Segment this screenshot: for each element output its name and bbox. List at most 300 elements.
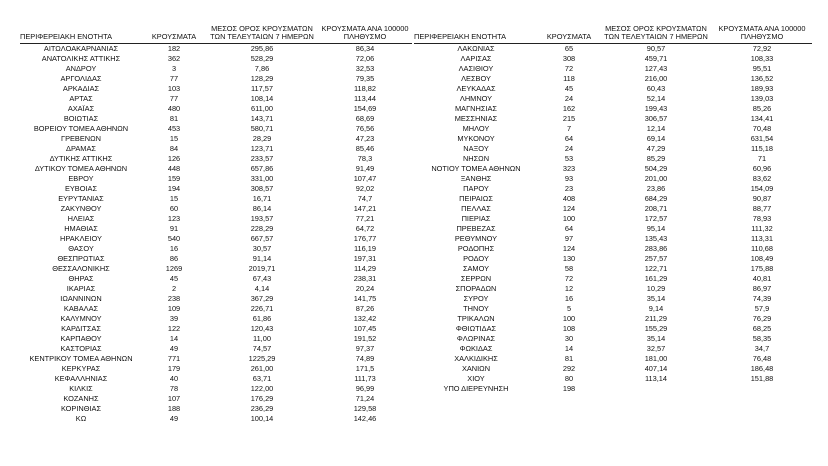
avg7-cell: 123,71 [250,144,274,154]
region-cell: ΛΑΚΩΝΙΑΣ [457,44,495,54]
cases-cell: 15 [169,134,179,144]
per100k-cell: 85,46 [355,144,375,154]
region-cell: ΔΡΑΜΑΣ [66,144,96,154]
avg7-cell: 228,29 [250,224,274,234]
avg7-cell: 684,29 [644,194,668,204]
table-row [20,174,412,184]
table-row [414,194,812,204]
per100k-cell [712,384,812,394]
cases-cell: 86 [169,254,179,264]
per100k-cell: 134,41 [750,114,774,124]
per100k-cell: 95,51 [752,64,772,74]
per100k-cell: 76,56 [355,124,375,134]
avg7-cell: 7,86 [254,64,270,74]
avg7-cell: 122,00 [250,384,274,394]
cases-cell: 540 [167,234,181,244]
per100k-cell: 197,31 [353,254,377,264]
cases-cell: 40 [169,374,179,384]
avg7-cell: 74,57 [252,344,272,354]
cases-cell: 24 [564,94,574,104]
table-row [414,354,812,364]
per100k-cell: 142,46 [353,414,377,424]
table-row [414,274,812,284]
per100k-cell: 186,48 [750,364,774,374]
table-row [414,264,812,274]
region-cell: ΦΩΚΙΔΑΣ [459,344,493,354]
cases-cell: 23 [564,184,574,194]
table-row [414,84,812,94]
per100k-cell: 86,34 [355,44,375,54]
per100k-cell: 60,96 [752,164,772,174]
avg7-cell: 16,71 [252,194,272,204]
table-row [414,64,812,74]
avg7-cell: 35,14 [646,294,666,304]
table-row [20,364,412,374]
avg7-cell: 128,29 [250,74,274,84]
cases-cell: 107 [167,394,181,404]
table-row [20,214,412,224]
per100k-cell: 40,81 [752,274,772,284]
table-row [20,114,412,124]
per100k-cell: 85,26 [752,104,772,114]
cases-cell: 103 [167,84,181,94]
per100k-cell: 108,33 [750,54,774,64]
per100k-cell: 238,31 [353,274,377,284]
avg7-cell: 63,71 [252,374,272,384]
table-row [20,154,412,164]
per100k-cell: 78,3 [357,154,373,164]
cases-cell: 91 [169,224,179,234]
per100k-cell: 96,99 [355,384,375,394]
per100k-cell: 154,09 [750,184,774,194]
region-cell: ΧΙΟΥ [467,374,485,384]
per100k-cell: 71 [757,154,767,164]
table-row [20,394,412,404]
region-cell: ΧΑΛΚΙΔΙΚΗΣ [454,354,498,364]
region-cell: ΛΗΜΝΟΥ [459,94,493,104]
region-cell: ΑΡΚΑΔΙΑΣ [62,84,100,94]
region-cell: ΒΟΡΕΙΟΥ ΤΟΜΕΑ ΑΘΗΝΩΝ [33,124,129,134]
avg7-cell: 4,14 [254,284,270,294]
table-row [414,244,812,254]
cases-cell: 60 [169,204,179,214]
table-row [414,74,812,84]
avg7-cell: 23,86 [646,184,666,194]
cases-cell: 292 [562,364,576,374]
avg7-cell: 47,29 [646,144,666,154]
table-row [414,124,812,134]
region-cell: ΛΑΡΙΣΑΣ [460,54,492,64]
per100k-cell: 136,52 [750,74,774,84]
table-row [20,224,412,234]
cases-cell: 64 [564,224,574,234]
cases-cell: 480 [167,104,181,114]
cases-cell: 7 [566,124,572,134]
avg7-cell: 367,29 [250,294,274,304]
table-row [20,144,412,154]
table-row [414,104,812,114]
table-row [414,324,812,334]
per100k-cell: 107,45 [353,324,377,334]
region-cell: ΦΛΩΡΙΝΑΣ [456,334,496,344]
avg7-cell: 306,57 [644,114,668,124]
cases-cell: 198 [562,384,576,394]
cases-cell: 77 [169,94,179,104]
region-cell: ΠΕΙΡΑΙΩΣ [459,194,493,204]
cases-cell: 15 [169,194,179,204]
per100k-cell: 116,19 [353,244,377,254]
avg7-cell: 226,71 [250,304,274,314]
region-cell: ΑΝΑΤΟΛΙΚΗΣ ΑΤΤΙΚΗΣ [41,54,121,64]
avg7-cell: 61,86 [252,314,272,324]
table-row [414,334,812,344]
region-cell: ΙΚΑΡΙΑΣ [66,284,96,294]
cases-cell: 1269 [165,264,183,274]
avg7-cell: 86,14 [252,204,272,214]
table-row [20,194,412,204]
per100k-cell: 115,18 [750,144,774,154]
region-cell: ΞΑΝΘΗΣ [460,174,492,184]
cases-cell: 14 [564,344,574,354]
per100k-cell: 90,87 [752,194,772,204]
region-cell: ΘΑΣΟΥ [68,244,94,254]
per100k-cell: 113,44 [353,94,377,104]
cases-cell: 182 [167,44,181,54]
cases-cell: 453 [167,124,181,134]
table-row [414,54,812,64]
region-cell: ΖΑΚΥΝΘΟΥ [60,204,102,214]
cases-cell: 124 [562,204,576,214]
per100k-cell: 171,5 [355,364,375,374]
avg7-cell: 459,71 [644,54,668,64]
cases-cell: 65 [564,44,574,54]
cases-cell: 30 [564,334,574,344]
cases-cell: 771 [167,354,181,364]
cases-cell: 323 [562,164,576,174]
per100k-cell: 111,73 [354,374,376,384]
region-cell: ΙΩΑΝΝΙΝΩΝ [60,294,102,304]
per100k-cell: 86,97 [752,284,772,294]
table-row [414,174,812,184]
per100k-cell: 47,23 [355,134,375,144]
table-row [20,64,412,74]
region-cell: ΣΑΜΟΥ [462,264,490,274]
cases-cell: 126 [167,154,181,164]
table-row [20,134,412,144]
region-cell: ΝΗΣΩΝ [462,154,490,164]
cases-cell: 108 [562,324,576,334]
avg7-cell: 257,57 [644,254,668,264]
region-cell: ΑΡΤΑΣ [69,94,93,104]
table-row [20,84,412,94]
avg7-cell: 580,71 [250,124,274,134]
avg7-cell: 2019,71 [248,264,276,274]
avg7-cell: 30,57 [252,244,272,254]
avg7-cell: 60,43 [646,84,666,94]
table-row [20,384,412,394]
table-row [414,114,812,124]
header-region: ΠΕΡΙΦΕΡΕΙΑΚΗ ΕΝΟΤΗΤΑ [414,5,538,44]
region-cell: ΛΑΣΙΘΙΟΥ [458,64,494,74]
avg7-cell: 91,14 [252,254,272,264]
avg7-cell: 127,43 [644,64,668,74]
avg7-cell: 122,71 [644,264,668,274]
avg7-cell: 1225,29 [248,354,276,364]
table-row [20,304,412,314]
per100k-cell: 151,88 [750,374,774,384]
table-row [414,314,812,324]
avg7-cell: 135,43 [644,234,668,244]
avg7-cell: 11,00 [253,334,271,344]
table-row [414,144,812,154]
table-row [20,74,412,84]
region-cell: ΘΕΣΣΑΛΟΝΙΚΗΣ [52,264,110,274]
avg7-cell: 100,14 [250,414,274,424]
region-cell: ΚΑΡΠΑΘΟΥ [60,334,102,344]
region-cell: ΠΡΕΒΕΖΑΣ [456,224,496,234]
table-row [414,184,812,194]
per100k-cell: 76,48 [752,354,772,364]
region-cell: ΡΟΔΟΠΗΣ [457,244,495,254]
region-cell: ΦΘΙΩΤΙΔΑΣ [455,324,497,334]
cases-cell: 97 [564,234,574,244]
cases-cell: 77 [169,74,179,84]
avg7-cell: 528,29 [250,54,274,64]
table-row [414,234,812,244]
cases-cell: 3 [171,64,177,74]
region-cell: ΚΩ [75,414,87,424]
region-cell: ΡΟΔΟΥ [463,254,489,264]
region-cell: ΛΕΥΚΑΔΑΣ [456,84,496,94]
per100k-cell: 74,89 [355,354,375,364]
cases-cell: 122 [167,324,181,334]
per100k-cell: 74,7 [357,194,373,204]
per100k-cell: 68,69 [355,114,375,124]
table-row [20,164,412,174]
table-row [414,304,812,314]
cases-cell: 238 [167,294,181,304]
avg7-cell: 35,14 [646,334,666,344]
cases-cell: 362 [167,54,181,64]
cases-cell: 448 [167,164,181,174]
region-cell: ΠΑΡΟΥ [463,184,489,194]
cases-cell: 215 [562,114,576,124]
header-region: ΠΕΡΙΦΕΡΕΙΑΚΗ ΕΝΟΤΗΤΑ [20,5,142,44]
table-row [20,264,412,274]
cases-table-left [20,5,412,424]
table-row [414,44,812,55]
table-row [20,184,412,194]
table-row [414,94,812,104]
table-row [20,274,412,284]
cases-cell: 64 [564,134,574,144]
table-row [414,154,812,164]
table-row [20,44,412,55]
table-row [20,234,412,244]
cases-cell: 84 [169,144,179,154]
cases-cell: 14 [169,334,179,344]
cases-cell: 39 [169,314,179,324]
region-cell: ΣΥΡΟΥ [463,294,489,304]
region-cell: ΚΑΣΤΟΡΙΑΣ [60,344,102,354]
cases-cell: 5 [566,304,572,314]
cases-cell: 162 [562,104,576,114]
per100k-cell: 83,62 [752,174,772,184]
avg7-cell: 201,00 [644,174,668,184]
table-row [20,94,412,104]
region-cell: ΕΒΡΟΥ [68,174,94,184]
region-cell: ΣΕΡΡΩΝ [460,274,492,284]
per100k-cell: 78,93 [752,214,772,224]
cases-cell: 49 [169,414,179,424]
region-cell: ΚΙΛΚΙΣ [69,384,93,394]
avg7-cell: 67,43 [252,274,272,284]
table-row [414,374,812,384]
per100k-cell: 189,93 [750,84,774,94]
avg7-cell: 199,43 [644,104,668,114]
table-row [20,354,412,364]
avg7-cell: 331,00 [250,174,274,184]
per100k-cell: 64,72 [355,224,375,234]
region-cell: ΧΑΝΙΩΝ [461,364,491,374]
cases-cell: 16 [169,244,179,254]
region-cell: ΚΕΡΚΥΡΑΣ [61,364,101,374]
per100k-cell: 70,48 [752,124,772,134]
avg7-cell: 211,29 [644,314,668,324]
table-row [20,284,412,294]
cases-cell: 124 [562,244,576,254]
cases-cell: 109 [167,304,181,314]
cases-cell: 179 [167,364,181,374]
region-cell: ΕΥΒΟΙΑΣ [64,184,98,194]
header-cases: ΚΡΟΥΣΜΑΤΑ [142,5,206,44]
per100k-cell: 92,02 [355,184,375,194]
region-cell: ΗΜΑΘΙΑΣ [64,224,98,234]
cases-cell: 16 [564,294,574,304]
per100k-cell: 71,24 [355,394,375,404]
region-cell: ΛΕΣΒΟΥ [461,74,491,84]
region-cell: ΝΑΞΟΥ [463,144,489,154]
table-row [20,344,412,354]
avg7-cell: 181,00 [644,354,668,364]
avg7-cell: 120,43 [250,324,274,334]
cases-cell: 12 [564,284,574,294]
table-row [20,314,412,324]
per100k-cell: 141,75 [353,294,377,304]
region-cell: ΚΕΦΑΛΛΗΝΙΑΣ [54,374,108,384]
table-row [20,324,412,334]
table-row [20,204,412,214]
avg7-cell: 85,29 [646,154,666,164]
avg7-cell: 90,57 [646,44,666,54]
avg7-cell: 611,00 [250,104,274,114]
cases-cell: 45 [564,84,574,94]
avg7-cell: 308,57 [250,184,274,194]
cases-cell: 118 [563,74,575,84]
cases-cell: 188 [167,404,181,414]
cases-cell: 81 [169,114,179,124]
avg7-cell: 95,14 [646,224,666,234]
region-cell: ΑΧΑΪΑΣ [67,104,95,114]
table-row [20,374,412,384]
per100k-cell: 68,25 [752,324,772,334]
per100k-cell: 87,26 [355,304,375,314]
cases-cell: 53 [564,154,574,164]
cases-cell: 308 [562,54,576,64]
region-cell: ΡΕΘΥΜΝΟΥ [454,234,498,244]
table-row [20,254,412,264]
per100k-cell: 32,53 [355,64,375,74]
region-cell: ΠΙΕΡΙΑΣ [461,214,491,224]
cases-table-right [414,5,812,394]
cases-cell: 100 [562,214,576,224]
cases-cell: 408 [562,194,576,204]
per100k-cell: 118,82 [353,84,377,94]
per100k-cell: 147,21 [353,204,377,214]
cases-cell: 80 [564,374,574,384]
per100k-cell: 34,7 [754,344,770,354]
region-cell: ΑΡΓΟΛΙΔΑΣ [60,74,102,84]
cases-cell: 72 [564,64,574,74]
table-header-row [414,5,812,44]
region-cell: ΚΟΖΑΝΗΣ [63,394,99,404]
per100k-cell: 175,88 [750,264,774,274]
header-per100k: ΚΡΟΥΣΜΑΤΑ ΑΝΑ 100000 ΠΛΗΘΥΣΜΟ [712,5,812,44]
region-cell: ΚΟΡΙΝΘΙΑΣ [60,404,102,414]
per100k-cell: 110,68 [750,244,774,254]
cases-cell: 2 [171,284,177,294]
region-cell: ΣΠΟΡΑΔΩΝ [455,284,497,294]
per100k-cell: 132,42 [353,314,377,324]
cases-cell: 45 [169,274,179,284]
region-cell: ΚΑΛΥΜΝΟΥ [60,314,102,324]
region-cell: ΘΕΣΠΡΩΤΙΑΣ [57,254,105,264]
table-row [20,294,412,304]
region-cell: ΘΗΡΑΣ [68,274,94,284]
cases-cell: 72 [564,274,574,284]
region-cell: ΗΛΕΙΑΣ [67,214,95,224]
per100k-cell: 58,35 [752,334,772,344]
region-cell: ΔΥΤΙΚΗΣ ΑΤΤΙΚΗΣ [49,154,113,164]
per100k-cell: 20,24 [355,284,375,294]
avg7-cell: 216,00 [644,74,668,84]
per100k-cell: 107,47 [353,174,377,184]
region-cell: ΚΑΡΔΙΤΣΑΣ [61,324,101,334]
cases-cell: 81 [564,354,574,364]
table-row [414,214,812,224]
header-per100k: ΚΡΟΥΣΜΑΤΑ ΑΝΑ 100000 ΠΛΗΘΥΣΜΟ [318,5,412,44]
table-header-row [20,5,412,44]
avg7-cell: 193,57 [250,214,274,224]
per100k-cell: 72,06 [355,54,375,64]
region-cell: ΜΗΛΟΥ [462,124,490,134]
region-cell: ΑΝΔΡΟΥ [65,64,97,74]
avg7-cell: 176,29 [250,394,274,404]
table-row [414,364,812,374]
avg7-cell: 667,57 [250,234,274,244]
avg7-cell: 161,29 [644,274,668,284]
table-body-right [414,44,812,395]
per100k-cell: 154,69 [353,104,377,114]
per100k-cell: 76,29 [752,314,772,324]
avg7-cell: 261,00 [250,364,274,374]
table-row [20,54,412,64]
per100k-cell: 72,92 [752,44,772,54]
per100k-cell: 111,32 [751,224,773,234]
avg7-cell: 10,29 [646,284,666,294]
cases-cell: 194 [167,184,181,194]
table-row [20,124,412,134]
